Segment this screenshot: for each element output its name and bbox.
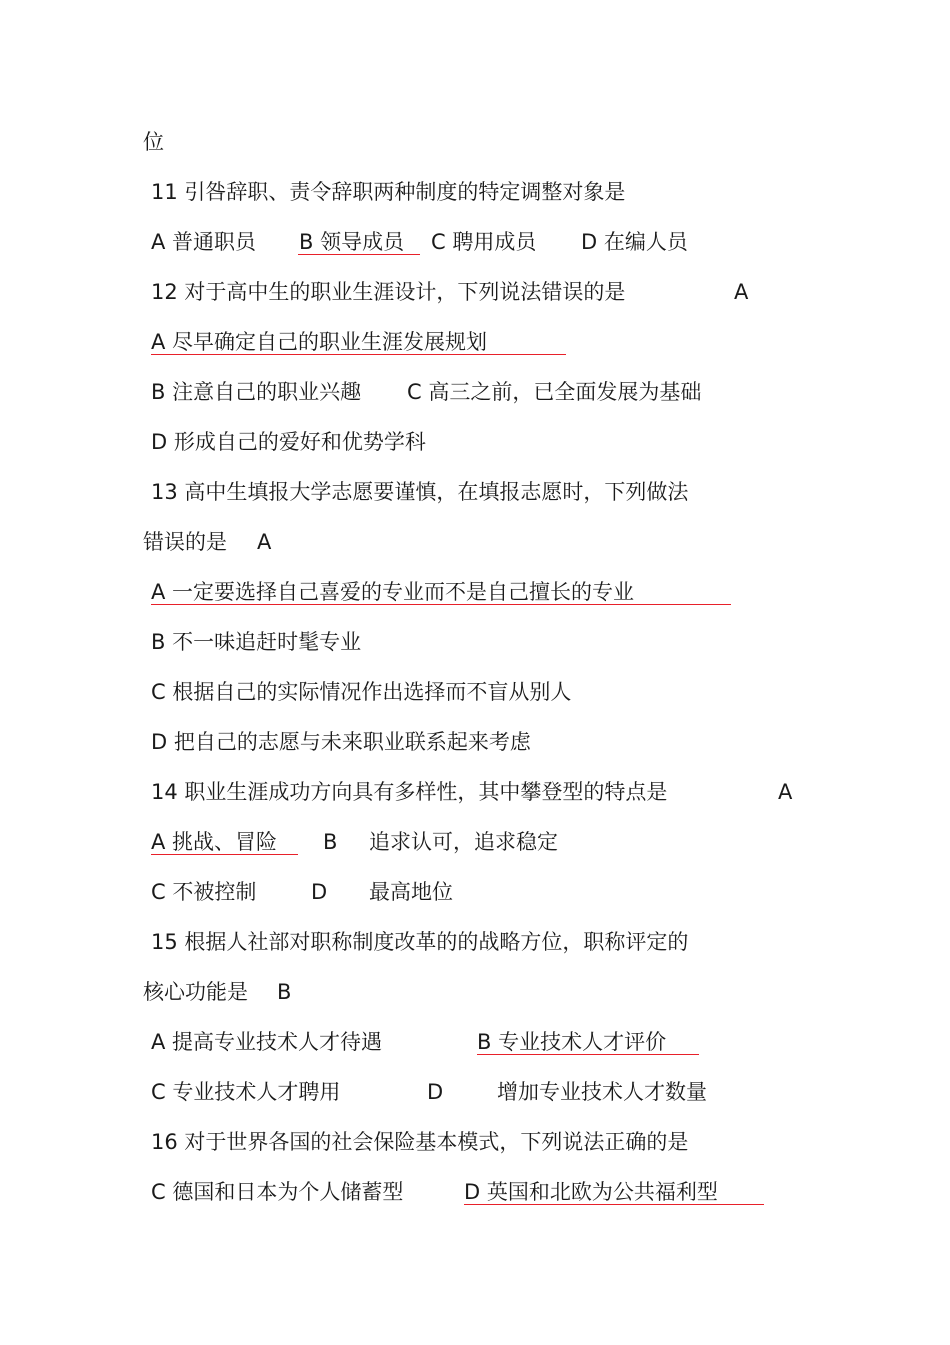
q12-option-c: C 高三之前，已全面发展为基础 [407, 380, 702, 404]
q14-option-c: C 不被控制 [151, 880, 257, 904]
question-15-stem-line2: 核心功能是 [143, 980, 248, 1004]
q15-answer: B [277, 980, 292, 1004]
question-14-options-ab [151, 829, 791, 855]
q14-answer: A [778, 780, 793, 804]
q13-option-c: C 根据自己的实际情况作出选择而不盲从别人 [151, 680, 572, 704]
q14-answer-underline [151, 854, 298, 855]
question-15-options-ab [151, 1029, 791, 1055]
q15-option-d-letter: D [427, 1080, 444, 1104]
q15-option-b: B 专业技术人才评价 [477, 1030, 667, 1054]
q16-option-d: D 英国和北欧为公共福利型 [464, 1180, 718, 1204]
question-13-stem-line2: 错误的是 [143, 530, 227, 554]
question-16-options-cd [151, 1179, 791, 1205]
q11-option-c: C 聘用成员 [431, 230, 537, 254]
question-14-stem-line [151, 779, 811, 805]
q13-option-d: D 把自己的志愿与未来职业联系起来考虑 [151, 730, 531, 754]
question-15-stem-line1: 15 根据人社部对职称制度改革的的战略方位，职称评定的 [151, 930, 689, 954]
q15-option-a: A 提高专业技术人才待遇 [151, 1030, 383, 1054]
question-15-stem-line2-row [143, 979, 443, 1005]
q14-option-d-letter: D [311, 880, 328, 904]
q12-option-b: B 注意自己的职业兴趣 [151, 380, 362, 404]
q12-answer-underline [151, 354, 566, 355]
q15-option-d-text: 增加专业技术人才数量 [497, 1080, 707, 1104]
q16-option-c: C 德国和日本为个人储蓄型 [151, 1180, 404, 1204]
question-16-stem: 16 对于世界各国的社会保险基本模式，下列说法正确的是 [151, 1130, 689, 1154]
carryover-text: 位 [143, 130, 164, 154]
q11-option-b: B 领导成员 [299, 230, 405, 254]
q11-option-a: A 普通职员 [151, 230, 257, 254]
q11-option-d: D 在编人员 [581, 230, 688, 254]
q12-answer: A [734, 280, 749, 304]
question-14-stem: 14 职业生涯成功方向具有多样性，其中攀登型的特点是 [151, 780, 668, 804]
q14-option-b-text: 追求认可，追求稳定 [369, 830, 558, 854]
question-14-options-cd [151, 879, 791, 905]
question-13-stem-line2-row [143, 529, 443, 555]
question-11-stem: 11 引咎辞职、责令辞职两种制度的特定调整对象是 [151, 180, 626, 204]
q14-option-d-text: 最高地位 [369, 880, 453, 904]
q16-answer-underline [464, 1204, 764, 1205]
q13-answer-underline [151, 604, 731, 605]
question-12-stem: 12 对于高中生的职业生涯设计，下列说法错误的是 [151, 280, 626, 304]
q12-option-d: D 形成自己的爱好和优势学科 [151, 430, 426, 454]
q14-option-b-letter: B [323, 830, 338, 854]
question-13-stem-line1: 13 高中生填报大学志愿要谨慎，在填报志愿时，下列做法 [151, 480, 689, 504]
q15-answer-underline [477, 1054, 699, 1055]
q13-option-b: B 不一味追赶时髦专业 [151, 630, 362, 654]
q13-option-a: A 一定要选择自己喜爱的专业而不是自己擅长的专业 [151, 580, 635, 604]
question-12-stem-line [151, 279, 791, 305]
q13-answer: A [257, 530, 272, 554]
q12-option-a: A 尽早确定自己的职业生涯发展规划 [151, 330, 488, 354]
question-11-options [151, 229, 891, 255]
question-12-options-bc [151, 379, 791, 405]
q14-option-a: A 挑战、冒险 [151, 830, 278, 854]
question-15-options-cd [151, 1079, 791, 1105]
q15-option-c: C 专业技术人才聘用 [151, 1080, 341, 1104]
q11-answer-underline [298, 254, 420, 255]
